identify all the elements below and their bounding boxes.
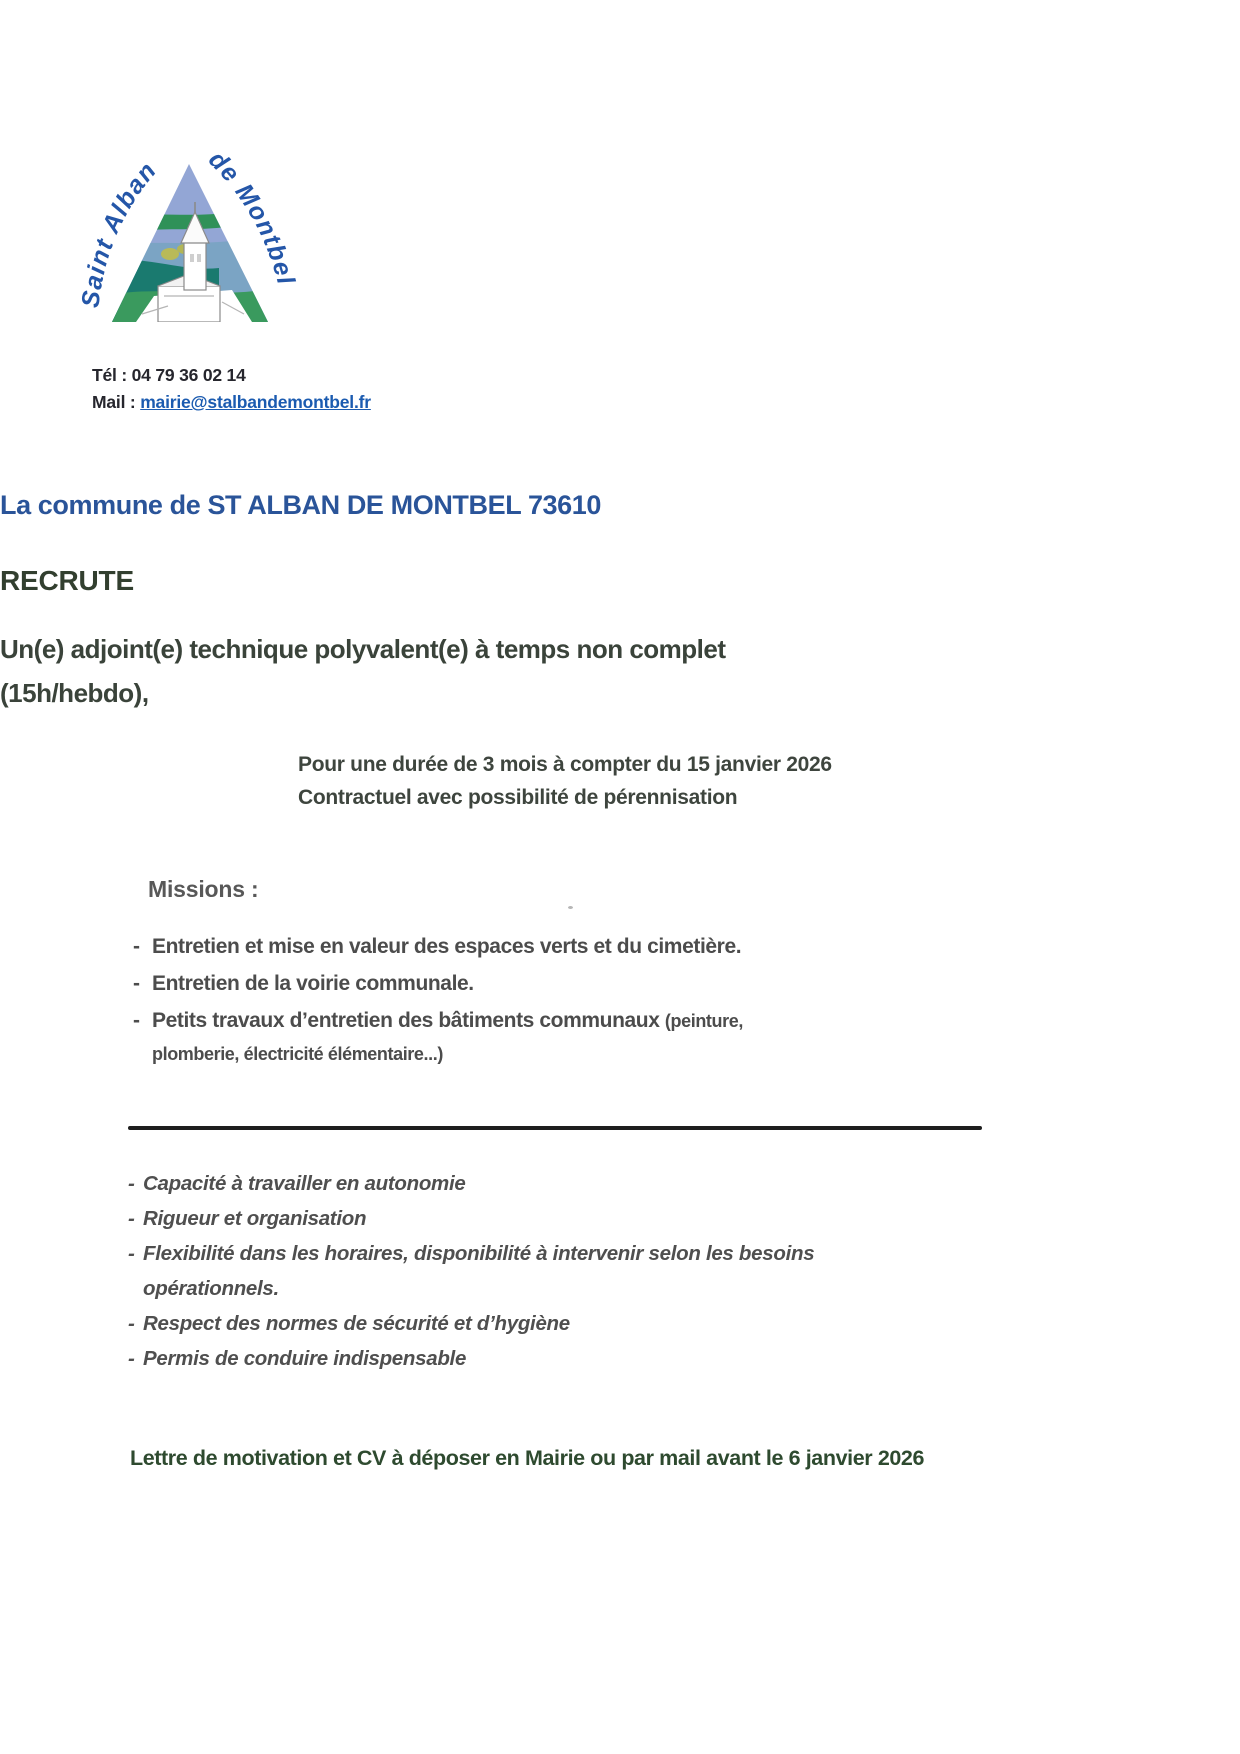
recrute-heading: RECRUTE xyxy=(0,565,134,596)
requirement-item-continuation xyxy=(128,1271,1008,1306)
requirement-item xyxy=(128,1201,1008,1236)
bullet-dash: - xyxy=(128,1172,135,1195)
mission-item xyxy=(133,971,1033,997)
bullet-dash: - xyxy=(128,1207,135,1230)
requirement-item xyxy=(128,1341,1008,1376)
mission-text-continuation: plomberie, électricité élémentaire...) xyxy=(152,1044,443,1064)
contact-block xyxy=(92,362,371,416)
bullet-dash: - xyxy=(128,1242,135,1265)
email-link[interactable]: mairie@stalbandemontbel.fr xyxy=(140,392,371,412)
requirement-item xyxy=(128,1236,1008,1271)
bullet-dash xyxy=(128,1271,143,1306)
position-title-line2: (15h/hebdo), xyxy=(0,678,149,708)
logo-text-right: de Montbel xyxy=(203,145,301,289)
requirement-text: Flexibilité dans les horaires, disponibilité à intervenir selon les besoins xyxy=(143,1242,815,1265)
application-instructions: Lettre de motivation et CV à déposer en Mairie ou par mail avant le 6 janvier 2026 xyxy=(130,1446,925,1470)
page-title: La commune de ST ALBAN DE MONTBEL 73610 xyxy=(0,490,602,520)
requirement-text: opérationnels. xyxy=(143,1277,279,1300)
mail-line xyxy=(92,389,371,416)
mission-text: Petits travaux d’entretien des bâtiments communaux (peinture, xyxy=(152,1009,743,1032)
mail-label: Mail : xyxy=(92,392,141,412)
mission-text: Entretien et mise en valeur des espaces verts et du cimetière. xyxy=(152,935,742,958)
missions-list xyxy=(133,934,1033,1066)
bullet-dash: - xyxy=(128,1312,135,1335)
scan-artifact-dot xyxy=(568,906,573,909)
requirement-text: Permis de conduire indispensable xyxy=(143,1347,467,1370)
mission-item xyxy=(133,1008,1033,1034)
phone-line: Tél : 04 79 36 02 14 xyxy=(92,365,246,385)
logo-text-left: Saint Alban xyxy=(76,156,163,310)
requirement-text: Rigueur et organisation xyxy=(143,1207,367,1230)
requirement-item xyxy=(128,1306,1008,1341)
duration-line1: Pour une durée de 3 mois à compter du 15 janvier 2026 xyxy=(298,753,832,776)
bullet-dash: - xyxy=(128,1347,135,1370)
missions-heading: Missions : xyxy=(148,876,259,902)
mission-text: Entretien de la voirie communale. xyxy=(152,972,474,995)
requirement-text: Respect des normes de sécurité et d’hygiène xyxy=(143,1312,570,1335)
duration-line2: Contractuel avec possibilité de pérennisation xyxy=(298,786,738,809)
horizontal-divider xyxy=(128,1126,982,1130)
requirement-item xyxy=(128,1166,1008,1201)
mission-text-small: (peinture, xyxy=(664,1011,743,1031)
commune-logo-graphic xyxy=(76,145,301,340)
mission-item xyxy=(133,934,1033,960)
position-title-line1: Un(e) adjoint(e) technique polyvalent(e) à temps non complet xyxy=(0,634,726,664)
duration-block xyxy=(298,748,832,814)
requirement-text: Capacité à travailler en autonomie xyxy=(143,1172,466,1195)
requirements-list xyxy=(128,1166,1008,1376)
commune-logo xyxy=(76,145,301,340)
bullet-dash: - xyxy=(133,1009,140,1032)
bullet-dash: - xyxy=(133,972,140,995)
bullet-dash: - xyxy=(133,935,140,958)
